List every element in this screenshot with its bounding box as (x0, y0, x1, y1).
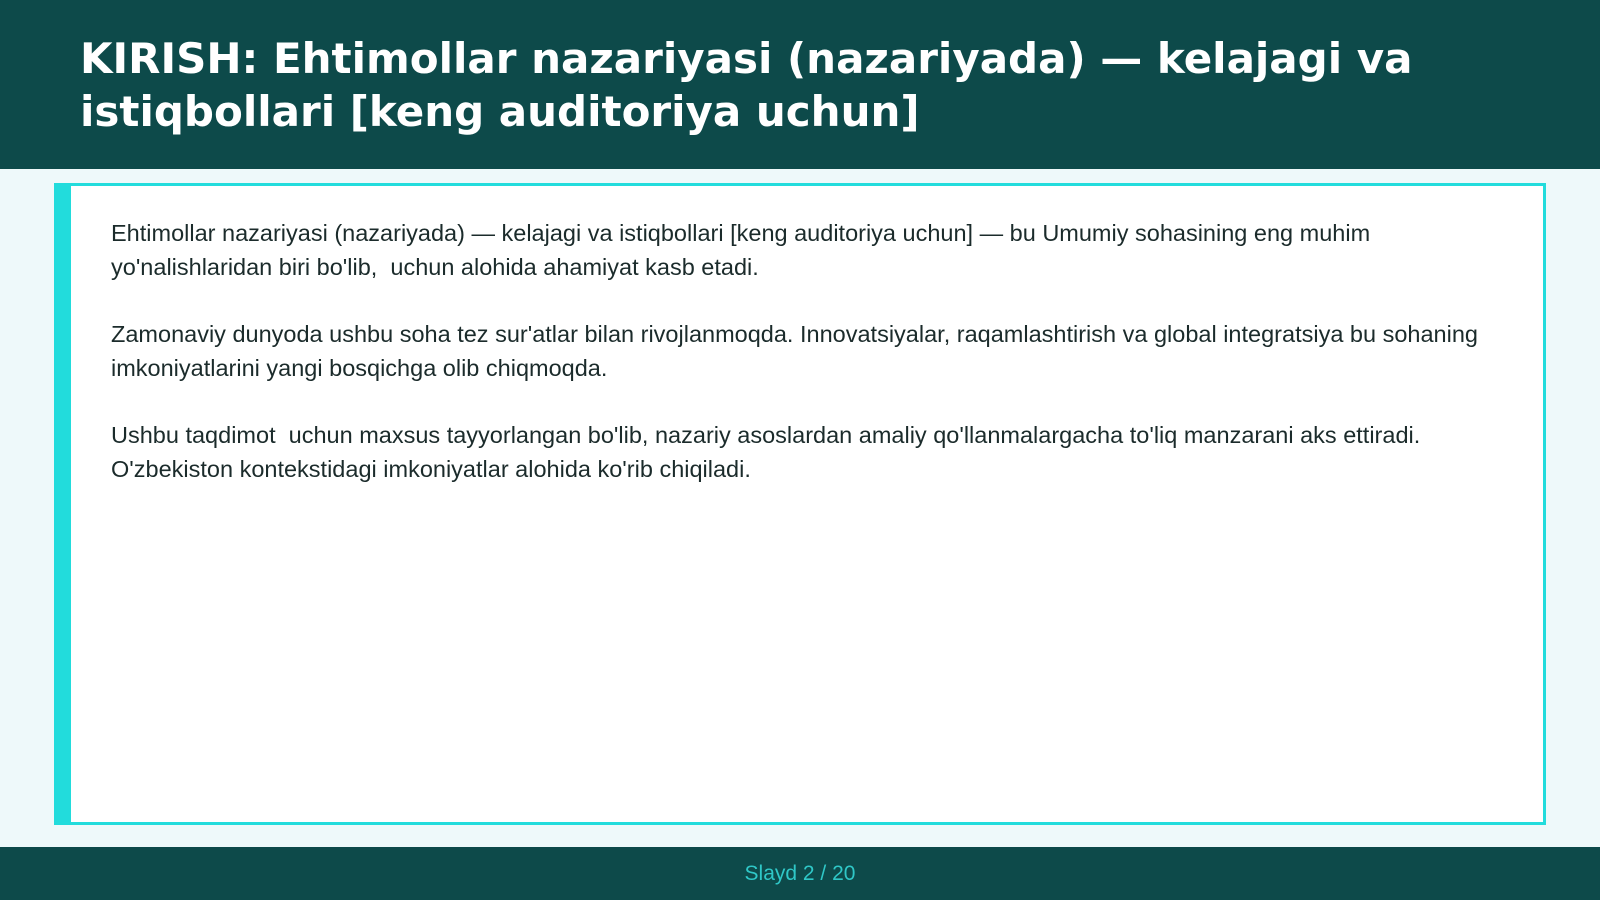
paragraph-intro: Ehtimollar nazariyasi (nazariyada) — kelajagi va istiqbollari [keng auditoriya uchun] — bu Umumiy sohasining eng muhim yo'nalishlaridan biri bo'lib, uchun alohida ahamiyat kasb etadi. (111, 220, 1377, 280)
slide-header (0, 0, 1600, 169)
slide-title: KIRISH: Ehtimollar nazariyasi (nazariyada) — kelajagi va istiqbollari [keng auditoriya uchun] (80, 34, 1413, 136)
slide-footer (0, 847, 1600, 900)
paragraph-presentation-scope: Ushbu taqdimot uchun maxsus tayyorlangan bo'lib, nazariy asoslardan amaliy qo'llanmalargacha to'liq manzarani aks ettiradi. O'zbekiston kontekstidagi imkoniyatlar alohida ko'rib chiqiladi. (111, 422, 1427, 482)
content-panel (54, 183, 1546, 825)
slide-counter: Slayd 2 / 20 (744, 861, 856, 885)
paragraph-modern-world: Zamonaviy dunyoda ushbu soha tez sur'atlar bilan rivojlanmoqda. Innovatsiyalar, raqamlashtirish va global integratsiya bu sohaning imkoniyatlarini yangi bosqichga olib chiqmoqda. (111, 321, 1485, 381)
